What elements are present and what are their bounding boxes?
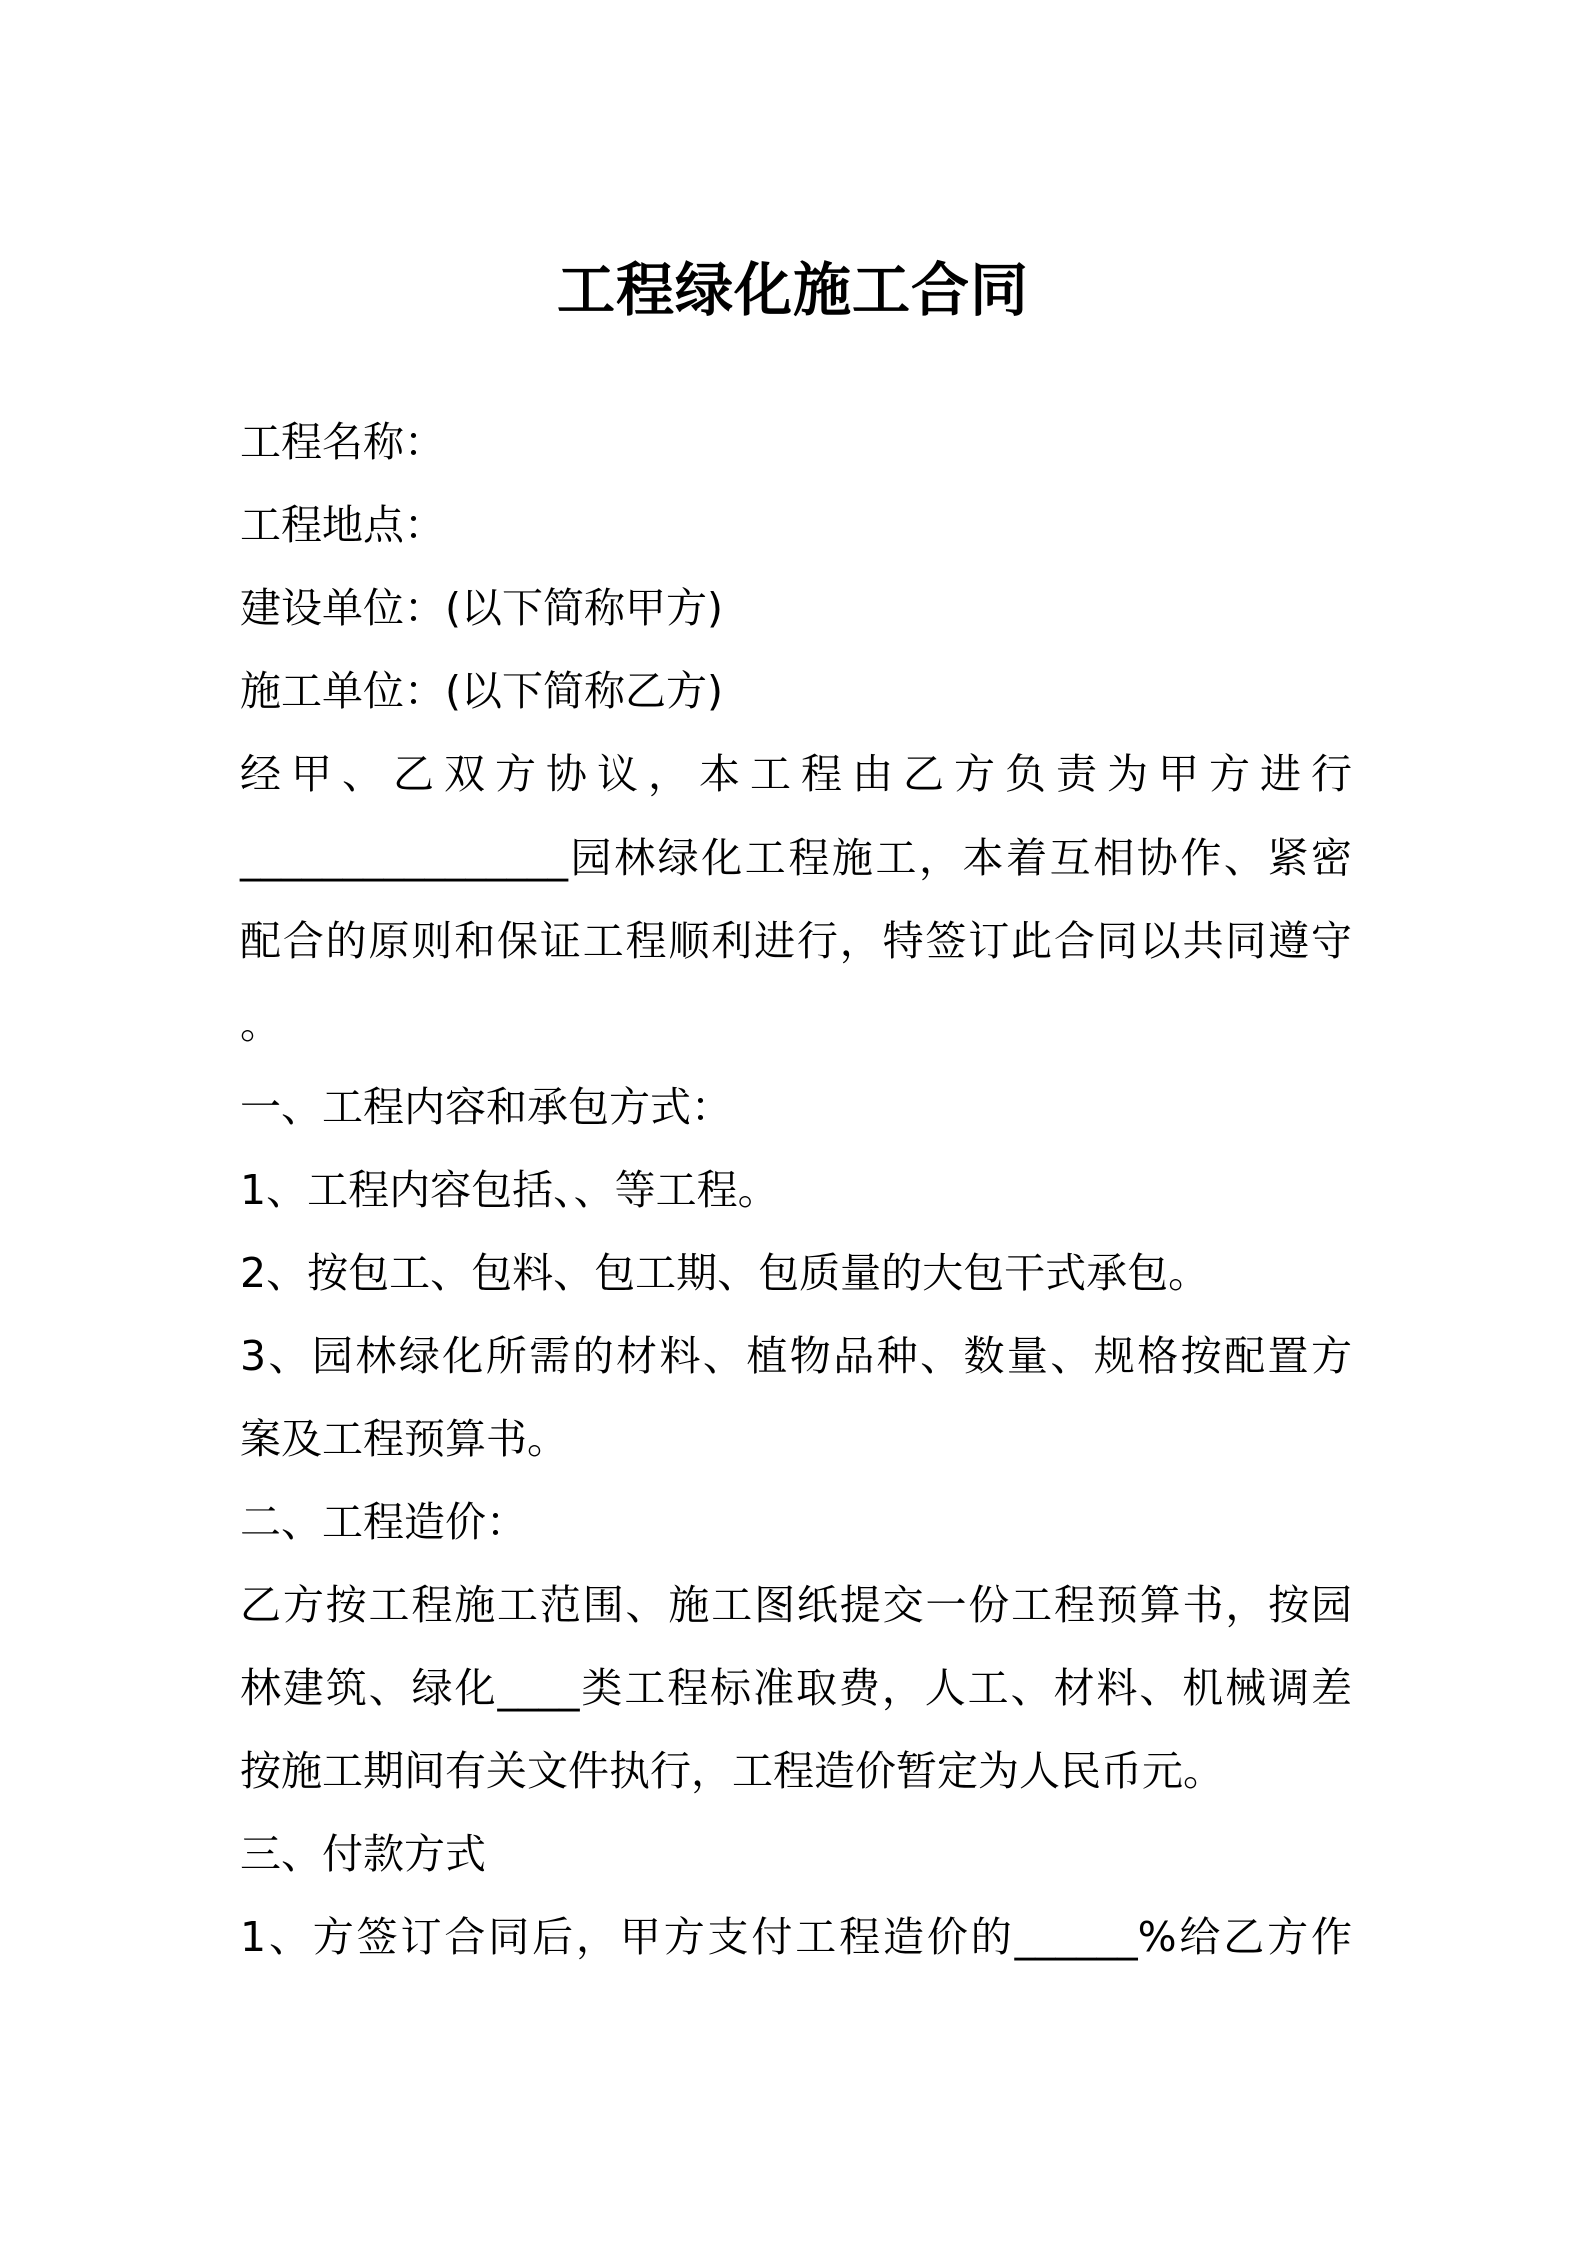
- section-heading-2: 二、工程造价：: [240, 1498, 527, 1546]
- paragraph-line: 按施工期间有关文件执行，工程造价暂定为人民币元。: [240, 1747, 1224, 1795]
- contractor-unit-line: 施工单位：(以下简称乙方): [240, 667, 723, 715]
- section-heading-3: 三、付款方式: [240, 1830, 486, 1878]
- paragraph-line: 。: [240, 1000, 281, 1048]
- project-location-line: 工程地点：: [240, 501, 445, 549]
- document-title: 工程绿化施工合同: [556, 256, 1029, 324]
- clause-1-2: 2、按包工、包料、包工期、包质量的大包干式承包。: [240, 1249, 1210, 1297]
- clause-3-1: 1、方签订合同后，甲方支付工程造价的______%给乙方作: [240, 1913, 1352, 1961]
- paragraph-line: 乙方按工程施工范围、施工图纸提交一份工程预算书，按园: [240, 1581, 1352, 1629]
- project-name-line: 工程名称：: [240, 418, 445, 466]
- clause-1-3-continued: 案及工程预算书。: [240, 1415, 568, 1463]
- paragraph-line: 林建筑、绿化____类工程标准取费，人工、材料、机械调差: [240, 1664, 1352, 1712]
- paragraph-line: ________________园林绿化工程施工，本着互相协作、紧密: [240, 834, 1352, 882]
- client-unit-line: 建设单位：(以下简称甲方): [240, 584, 723, 632]
- clause-1-3: 3、园林绿化所需的材料、植物品种、数量、规格按配置方: [240, 1332, 1352, 1380]
- clause-1-1: 1、工程内容包括、、等工程。: [240, 1166, 779, 1214]
- paragraph-line: 配合的原则和保证工程顺利进行，特签订此合同以共同遵守: [240, 917, 1352, 965]
- paragraph-line: 经甲、乙双方协议，本工程由乙方负责为甲方进行: [240, 750, 1352, 798]
- section-heading-1: 一、工程内容和承包方式：: [240, 1083, 732, 1131]
